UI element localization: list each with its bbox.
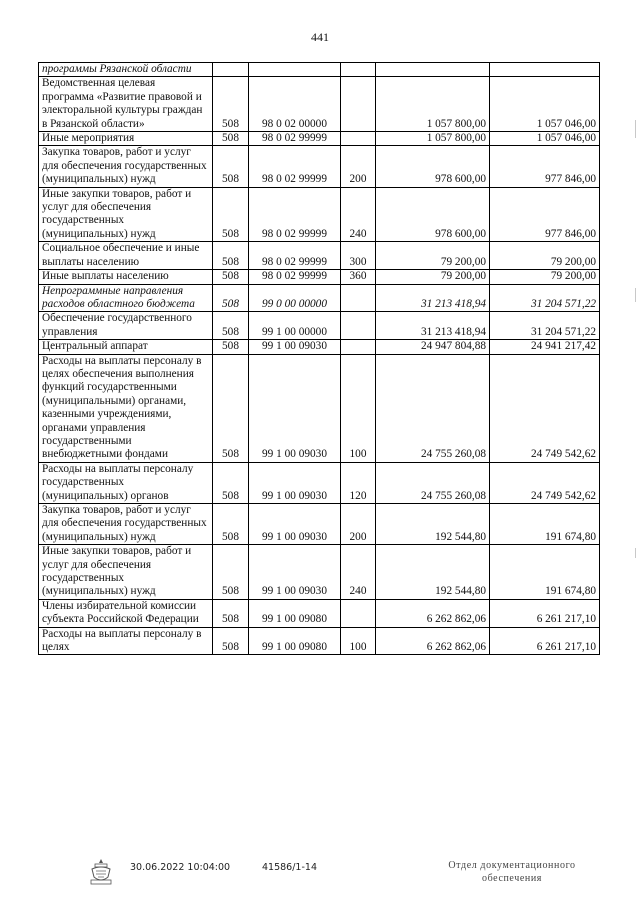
cell-amount-planned: [376, 63, 490, 77]
cell-name: Социальное обеспечение и иные выплаты населению: [39, 242, 213, 270]
cell-target-article: 99 1 00 09030: [249, 545, 341, 600]
cell-name: Иные мероприятия: [39, 132, 213, 146]
cell-amount-planned: 978 600,00: [376, 187, 490, 242]
margin-mark: [635, 548, 636, 558]
cell-name: Центральный аппарат: [39, 340, 213, 354]
cell-expense-type: 200: [341, 146, 376, 187]
footer-department-stamp: Отдел документационного обеспечения: [448, 860, 576, 884]
footer-timestamp: 30.06.2022 10:04:00: [130, 862, 231, 873]
cell-amount-planned: 24 755 260,08: [376, 462, 490, 503]
margin-mark: [635, 288, 636, 302]
cell-target-article: [249, 63, 341, 77]
cell-target-article: 98 0 02 99999: [249, 187, 341, 242]
cell-department-code: 508: [213, 242, 249, 270]
table-row: [39, 354, 600, 462]
table-row: [39, 132, 600, 146]
page-number: 441: [311, 30, 329, 44]
cell-target-article: 99 1 00 09080: [249, 627, 341, 655]
table-row: [39, 187, 600, 242]
table-row: [39, 545, 600, 600]
cell-amount-planned: 79 200,00: [376, 270, 490, 284]
cell-amount-executed: 6 261 217,10: [490, 599, 600, 627]
cell-target-article: 98 0 02 99999: [249, 270, 341, 284]
cell-department-code: 508: [213, 77, 249, 132]
table-row: [39, 340, 600, 354]
margin-mark: [635, 120, 636, 138]
cell-amount-executed: 79 200,00: [490, 270, 600, 284]
cell-department-code: 508: [213, 146, 249, 187]
cell-department-code: 508: [213, 545, 249, 600]
footer-doc-number: 41586/1-14: [262, 862, 317, 873]
cell-name: Закупка товаров, работ и услуг для обеспечения государственных (муниципальных) нужд: [39, 504, 213, 545]
cell-name: программы Рязанской области: [39, 63, 213, 77]
cell-name: Расходы на выплаты персоналу в целях: [39, 627, 213, 655]
cell-amount-planned: 978 600,00: [376, 146, 490, 187]
cell-department-code: 508: [213, 312, 249, 340]
budget-table: [38, 62, 600, 655]
cell-target-article: 99 1 00 00000: [249, 312, 341, 340]
cell-amount-executed: 24 941 217,42: [490, 340, 600, 354]
cell-expense-type: [341, 599, 376, 627]
table-row: [39, 312, 600, 340]
table-row: [39, 63, 600, 77]
page-footer: [0, 857, 640, 897]
cell-amount-executed: [490, 63, 600, 77]
cell-target-article: 98 0 02 00000: [249, 77, 341, 132]
cell-name: Иные закупки товаров, работ и услуг для обеспечения государственных (муниципальных) нужд: [39, 187, 213, 242]
cell-name: Обеспечение государственного управления: [39, 312, 213, 340]
cell-department-code: 508: [213, 627, 249, 655]
cell-amount-planned: 192 544,80: [376, 504, 490, 545]
cell-amount-planned: 1 057 800,00: [376, 132, 490, 146]
cell-target-article: 99 1 00 09080: [249, 599, 341, 627]
cell-amount-executed: 977 846,00: [490, 187, 600, 242]
cell-amount-planned: 1 057 800,00: [376, 77, 490, 132]
cell-expense-type: [341, 63, 376, 77]
cell-name: Расходы на выплаты персоналу в целях обеспечения выполнения функций государственными (муниципальными) органами, казенными учреждениями, органами управления государственными внебюджетными фондами: [39, 354, 213, 462]
cell-amount-executed: 31 204 571,22: [490, 284, 600, 312]
table-row: [39, 146, 600, 187]
cell-department-code: 508: [213, 504, 249, 545]
cell-target-article: 99 1 00 09030: [249, 462, 341, 503]
cell-amount-executed: 1 057 046,00: [490, 132, 600, 146]
table-row: [39, 627, 600, 655]
cell-expense-type: 300: [341, 242, 376, 270]
cell-amount-planned: 24 947 804,88: [376, 340, 490, 354]
cell-expense-type: [341, 284, 376, 312]
cell-name: Члены избирательной комиссии субъекта Российской Федерации: [39, 599, 213, 627]
cell-department-code: 508: [213, 270, 249, 284]
cell-target-article: 98 0 02 99999: [249, 132, 341, 146]
cell-expense-type: [341, 312, 376, 340]
table-row: [39, 77, 600, 132]
table-row: [39, 504, 600, 545]
cell-target-article: 99 1 00 09030: [249, 340, 341, 354]
cell-department-code: 508: [213, 132, 249, 146]
cell-name: Непрограммные направления расходов областного бюджета: [39, 284, 213, 312]
cell-expense-type: 100: [341, 627, 376, 655]
cell-amount-executed: 6 261 217,10: [490, 627, 600, 655]
cell-name: Закупка товаров, работ и услуг для обеспечения государственных (муниципальных) нужд: [39, 146, 213, 187]
cell-amount-executed: 977 846,00: [490, 146, 600, 187]
cell-department-code: [213, 63, 249, 77]
cell-amount-planned: 6 262 862,06: [376, 627, 490, 655]
coat-of-arms-icon: [86, 857, 116, 887]
cell-amount-planned: 6 262 862,06: [376, 599, 490, 627]
cell-amount-executed: 31 204 571,22: [490, 312, 600, 340]
cell-expense-type: [341, 77, 376, 132]
cell-amount-executed: 191 674,80: [490, 504, 600, 545]
cell-expense-type: [341, 132, 376, 146]
cell-target-article: 99 0 00 00000: [249, 284, 341, 312]
table-row: [39, 462, 600, 503]
table-row: [39, 270, 600, 284]
cell-amount-planned: 31 213 418,94: [376, 284, 490, 312]
cell-target-article: 99 1 00 09030: [249, 354, 341, 462]
cell-expense-type: 360: [341, 270, 376, 284]
cell-name: Иные выплаты населению: [39, 270, 213, 284]
cell-department-code: 508: [213, 340, 249, 354]
table-row: [39, 284, 600, 312]
cell-expense-type: [341, 340, 376, 354]
cell-amount-executed: 24 749 542,62: [490, 462, 600, 503]
cell-name: Ведомственная целевая программа «Развитие правовой и электоральной культуры граждан в Рязанской области»: [39, 77, 213, 132]
cell-name: Иные закупки товаров, работ и услуг для обеспечения государственных (муниципальных) нужд: [39, 545, 213, 600]
cell-name: Расходы на выплаты персоналу государственных (муниципальных) органов: [39, 462, 213, 503]
cell-amount-planned: 192 544,80: [376, 545, 490, 600]
cell-amount-planned: 79 200,00: [376, 242, 490, 270]
cell-target-article: 98 0 02 99999: [249, 242, 341, 270]
cell-amount-executed: 79 200,00: [490, 242, 600, 270]
cell-expense-type: 100: [341, 354, 376, 462]
table-row: [39, 599, 600, 627]
cell-expense-type: 120: [341, 462, 376, 503]
cell-target-article: 98 0 02 99999: [249, 146, 341, 187]
cell-department-code: 508: [213, 462, 249, 503]
cell-target-article: 99 1 00 09030: [249, 504, 341, 545]
cell-amount-executed: 191 674,80: [490, 545, 600, 600]
cell-amount-planned: 31 213 418,94: [376, 312, 490, 340]
cell-expense-type: 240: [341, 187, 376, 242]
table-row: [39, 242, 600, 270]
cell-amount-executed: 1 057 046,00: [490, 77, 600, 132]
cell-amount-planned: 24 755 260,08: [376, 354, 490, 462]
cell-department-code: 508: [213, 187, 249, 242]
cell-department-code: 508: [213, 354, 249, 462]
cell-expense-type: 200: [341, 504, 376, 545]
cell-amount-executed: 24 749 542,62: [490, 354, 600, 462]
cell-department-code: 508: [213, 599, 249, 627]
cell-expense-type: 240: [341, 545, 376, 600]
cell-department-code: 508: [213, 284, 249, 312]
